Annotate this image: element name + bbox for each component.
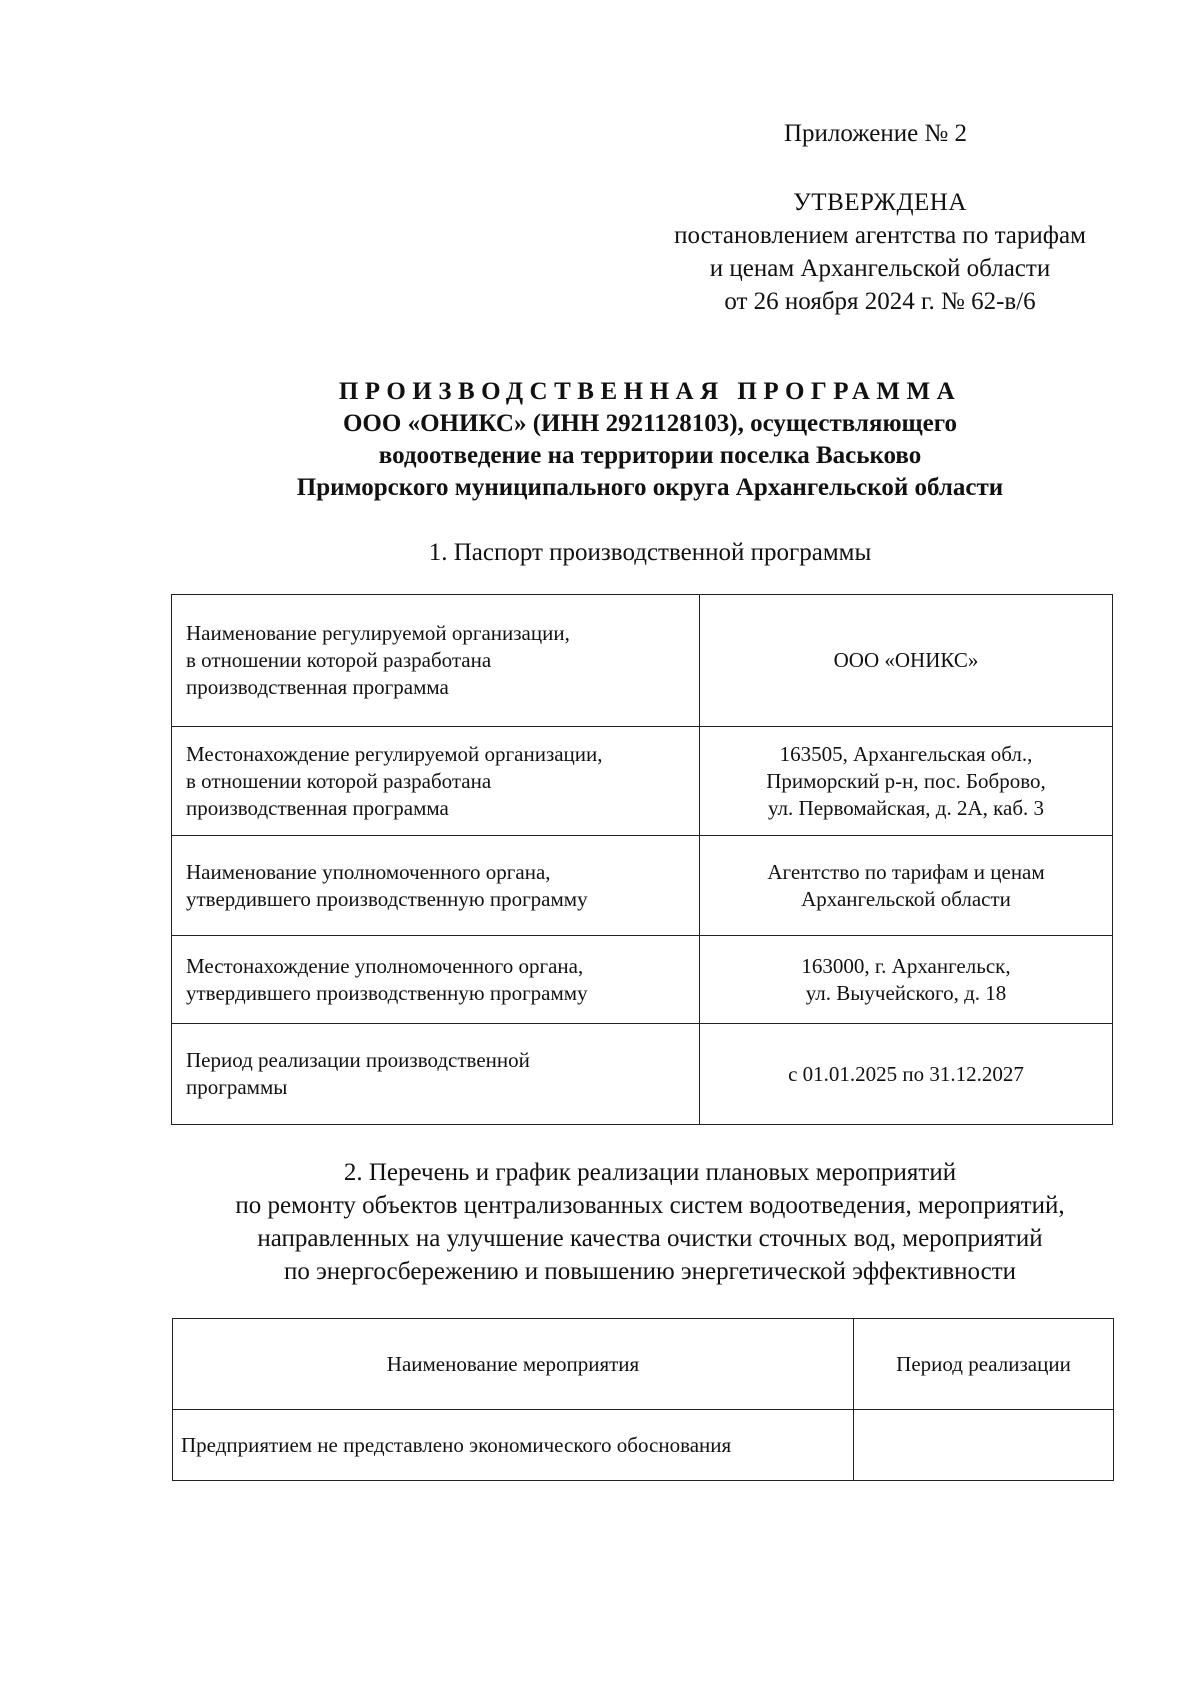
table-row (172, 836, 1113, 936)
table-header-row (173, 1319, 1114, 1410)
cell-line: Период реализации производственной (186, 1048, 530, 1072)
approval-line: от 26 ноября 2024 г. № 62-в/6 (724, 288, 1036, 315)
title-line: водоотведение на территории поселка Васьково (378, 442, 922, 469)
cell-line: ул. Выучейского, д. 18 (805, 980, 1007, 1005)
document-title (160, 376, 1140, 504)
passport-value-cell (700, 936, 1113, 1024)
cell-line: Архангельской области (801, 886, 1011, 911)
passport-value-cell (700, 595, 1113, 727)
passport-label-cell (172, 595, 700, 727)
section2-heading-line: направленных на улучшение качества очистки сточных вод, мероприятий (257, 1225, 1043, 1252)
table-row (172, 595, 1113, 727)
cell-line: Местонахождение уполномоченного органа, (186, 953, 584, 978)
cell-line: производственная программа (186, 795, 449, 820)
cell-line: в отношении которой разработана (186, 768, 492, 793)
cell-line: Наименование регулируемой организации, (186, 621, 570, 645)
cell-line: утвердившего производственную программу (186, 980, 588, 1005)
cell-line: Местонахождение регулируемой организации, (186, 741, 603, 766)
section1-heading: 1. Паспорт производственной программы (428, 539, 872, 566)
passport-label-cell (172, 727, 700, 836)
cell-line: Приморский р-н, пос. Боброво, (766, 768, 1046, 793)
cell-line: Наименование уполномоченного органа, (186, 859, 551, 884)
passport-table (171, 594, 1113, 1125)
cell-line: 163000, г. Архангельск, (801, 953, 1011, 978)
table-row (172, 1024, 1113, 1125)
approval-line: постановлением агентства по тарифам (674, 222, 1086, 249)
column-header-period: Период реализации (854, 1319, 1114, 1410)
cell-line: в отношении которой разработана (186, 648, 492, 672)
table-row (172, 727, 1113, 836)
section2-heading-line: по ремонту объектов централизованных систем водоотведения, мероприятий, (235, 1192, 1065, 1219)
section2-heading-line: 2. Перечень и график реализации плановых мероприятий (343, 1159, 957, 1186)
passport-label-cell (172, 936, 700, 1024)
appendix-label: Приложение № 2 (784, 120, 968, 147)
title-line: Приморского муниципального округа Архангельской области (296, 474, 1004, 501)
passport-value-cell (700, 727, 1113, 836)
table-row (172, 936, 1113, 1024)
approval-heading: УТВЕРЖДЕНА (793, 189, 967, 216)
events-table (172, 1318, 1114, 1481)
cell-line: утвердившего производственную программу (186, 886, 588, 911)
table-row (173, 1410, 1114, 1481)
title-line: ПРОИЗВОДСТВЕННАЯ ПРОГРАММА (338, 378, 962, 405)
approval-line: и ценам Архангельской области (709, 255, 1051, 282)
passport-label-cell (172, 836, 700, 936)
cell-line: ООО «ОНИКС» (833, 648, 979, 672)
passport-value-cell (700, 1024, 1113, 1125)
cell-line: производственная программа (186, 675, 449, 699)
event-name-cell: Предприятием не представлено экономического обоснования (173, 1410, 854, 1481)
section2-heading (150, 1156, 1150, 1288)
cell-line: с 01.01.2025 по 31.12.2027 (788, 1061, 1024, 1086)
passport-value-cell (700, 836, 1113, 936)
approval-block (640, 186, 1120, 318)
cell-line: ул. Первомайская, д. 2А, каб. 3 (767, 795, 1045, 820)
section2-heading-line: по энергосбережению и повышению энергетической эффективности (283, 1258, 1017, 1285)
cell-line: Агентство по тарифам и ценам (767, 859, 1045, 884)
cell-line: 163505, Архангельская обл., (779, 741, 1033, 766)
title-line: ООО «ОНИКС» (ИНН 2921128103), осуществляющего (342, 410, 957, 437)
event-period-cell (854, 1410, 1114, 1481)
column-header-name: Наименование мероприятия (173, 1319, 854, 1410)
passport-label-cell (172, 1024, 700, 1125)
cell-line: программы (186, 1075, 288, 1099)
